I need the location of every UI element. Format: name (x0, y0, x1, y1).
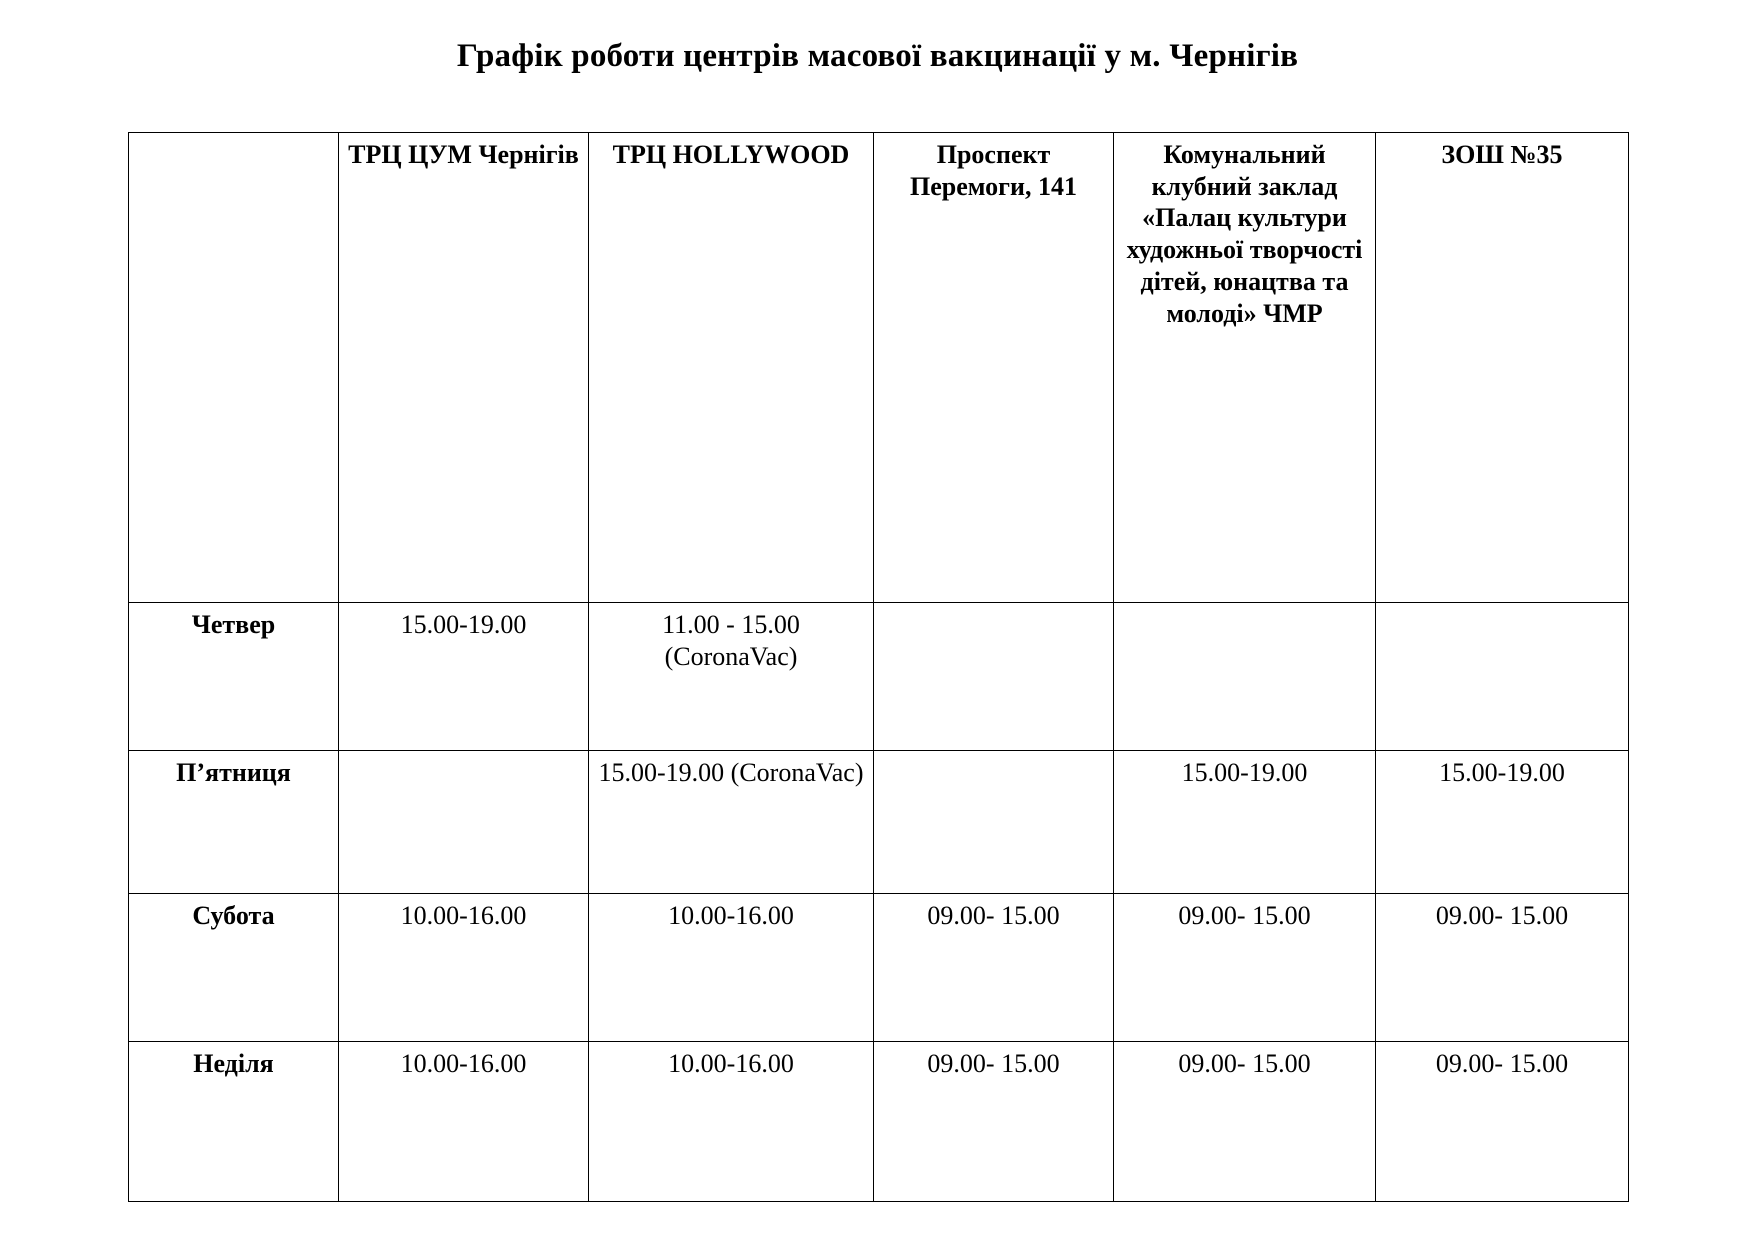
page-title: Графік роботи центрів масової вакцинації у м. Чернігів (456, 38, 1299, 74)
column-header-school-35: ЗОШ №35 (1376, 133, 1629, 603)
vaccination-schedule-table (128, 132, 1629, 1202)
column-header-trc-cum: ТРЦ ЦУМ Чернігів (339, 133, 589, 603)
table-row (129, 1042, 1629, 1202)
cell-thursday-trc-cum: 15.00-19.00 (339, 603, 589, 751)
cell-sunday-prospekt: 09.00- 15.00 (874, 1042, 1114, 1202)
cell-thursday-school-35 (1376, 603, 1629, 751)
cell-sunday-school-35: 09.00- 15.00 (1376, 1042, 1629, 1202)
table-row (129, 603, 1629, 751)
cell-saturday-trc-cum: 10.00-16.00 (339, 894, 589, 1042)
cell-saturday-trc-hollywood: 10.00-16.00 (589, 894, 874, 1042)
row-label-saturday: Субота (129, 894, 339, 1042)
cell-friday-prospekt (874, 751, 1114, 894)
table-corner-cell (129, 133, 339, 603)
cell-sunday-palace: 09.00- 15.00 (1114, 1042, 1376, 1202)
table-row (129, 751, 1629, 894)
cell-friday-school-35: 15.00-19.00 (1376, 751, 1629, 894)
column-header-prospekt-peremohy-141: Проспект Перемоги, 141 (874, 133, 1114, 603)
row-label-thursday: Четвер (129, 603, 339, 751)
cell-friday-palace: 15.00-19.00 (1114, 751, 1376, 894)
cell-sunday-trc-hollywood: 10.00-16.00 (589, 1042, 874, 1202)
row-label-sunday: Неділя (129, 1042, 339, 1202)
cell-sunday-trc-cum: 10.00-16.00 (339, 1042, 589, 1202)
cell-saturday-prospekt: 09.00- 15.00 (874, 894, 1114, 1042)
column-header-palace-of-culture: Комунальний клубний заклад «Палац культури художньої творчості дітей, юнацтва та молоді» ЧМР (1114, 133, 1376, 603)
table-header (129, 133, 1629, 603)
cell-thursday-palace (1114, 603, 1376, 751)
table-header-row (129, 133, 1629, 603)
row-label-friday: П’ятниця (129, 751, 339, 894)
cell-thursday-prospekt (874, 603, 1114, 751)
cell-saturday-school-35: 09.00- 15.00 (1376, 894, 1629, 1042)
column-header-trc-hollywood: ТРЦ HOLLYWOOD (589, 133, 874, 603)
cell-saturday-palace: 09.00- 15.00 (1114, 894, 1376, 1042)
table-row (129, 894, 1629, 1042)
cell-friday-trc-hollywood: 15.00-19.00 (CoronaVac) (589, 751, 874, 894)
table-body (129, 603, 1629, 1202)
cell-thursday-trc-hollywood: 11.00 - 15.00 (CoronaVac) (589, 603, 874, 751)
cell-friday-trc-cum (339, 751, 589, 894)
schedule-table-container (0, 75, 1755, 1202)
